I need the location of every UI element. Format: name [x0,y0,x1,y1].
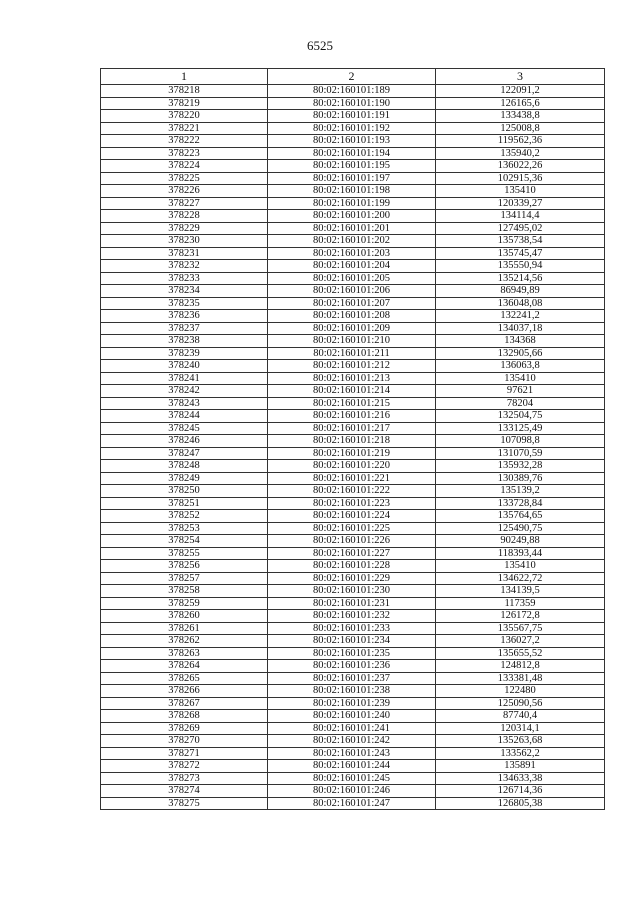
cadastral-number-cell: 80:02:160101:197 [268,172,436,185]
record-number-cell: 378264 [101,660,268,673]
table-row [101,672,605,685]
cadastral-number-cell: 80:02:160101:244 [268,760,436,773]
table-row [101,410,605,423]
table-row [101,435,605,448]
cadastral-number-cell: 80:02:160101:209 [268,322,436,335]
cadastral-number-cell: 80:02:160101:208 [268,310,436,323]
record-number-cell: 378224 [101,160,268,173]
column-header-1: 1 [101,69,268,85]
record-number-cell: 378271 [101,747,268,760]
cadastral-number-cell: 80:02:160101:242 [268,735,436,748]
cadastral-number-cell: 80:02:160101:213 [268,372,436,385]
cadastral-number-cell: 80:02:160101:199 [268,197,436,210]
cadastral-number-cell: 80:02:160101:245 [268,772,436,785]
record-number-cell: 378258 [101,585,268,598]
cadastral-number-cell: 80:02:160101:218 [268,435,436,448]
table-row [101,735,605,748]
record-number-cell: 378273 [101,772,268,785]
record-number-cell: 378266 [101,685,268,698]
value-cell: 125490,75 [436,522,605,535]
value-cell: 133562,2 [436,747,605,760]
cadastral-number-cell: 80:02:160101:235 [268,647,436,660]
record-number-cell: 378270 [101,735,268,748]
record-number-cell: 378254 [101,535,268,548]
cadastral-number-cell: 80:02:160101:232 [268,610,436,623]
record-number-cell: 378225 [101,172,268,185]
table-row [101,647,605,660]
value-cell: 97621 [436,385,605,398]
value-cell: 126172,8 [436,610,605,623]
record-number-cell: 378244 [101,410,268,423]
table-row [101,135,605,148]
table-row [101,510,605,523]
cadastral-number-cell: 80:02:160101:240 [268,710,436,723]
record-number-cell: 378249 [101,472,268,485]
record-number-cell: 378275 [101,797,268,810]
header-row [101,69,605,85]
cadastral-number-cell: 80:02:160101:230 [268,585,436,598]
value-cell: 131070,59 [436,447,605,460]
cadastral-number-cell: 80:02:160101:228 [268,560,436,573]
value-cell: 135655,52 [436,647,605,660]
cadastral-number-cell: 80:02:160101:243 [268,747,436,760]
value-cell: 136063,8 [436,360,605,373]
record-number-cell: 378222 [101,135,268,148]
table-row [101,360,605,373]
value-cell: 136027,2 [436,635,605,648]
value-cell: 136022,26 [436,160,605,173]
record-number-cell: 378260 [101,610,268,623]
value-cell: 134114,4 [436,210,605,223]
cadastral-number-cell: 80:02:160101:200 [268,210,436,223]
value-cell: 125090,56 [436,697,605,710]
table-row [101,572,605,585]
table-row [101,460,605,473]
cadastral-number-cell: 80:02:160101:221 [268,472,436,485]
table-row [101,372,605,385]
table-row [101,472,605,485]
table-row [101,222,605,235]
record-number-cell: 378220 [101,110,268,123]
table-row [101,447,605,460]
value-cell: 134368 [436,335,605,348]
record-number-cell: 378261 [101,622,268,635]
record-number-cell: 378274 [101,785,268,798]
table-row [101,772,605,785]
value-cell: 130389,76 [436,472,605,485]
value-cell: 132905,66 [436,347,605,360]
value-cell: 134139,5 [436,585,605,598]
value-cell: 87740,4 [436,710,605,723]
table-row [101,297,605,310]
record-number-cell: 378257 [101,572,268,585]
value-cell: 127495,02 [436,222,605,235]
cadastral-number-cell: 80:02:160101:189 [268,85,436,98]
table-header [101,69,605,85]
table-row [101,235,605,248]
record-number-cell: 378238 [101,335,268,348]
value-cell: 107098,8 [436,435,605,448]
cadastral-number-cell: 80:02:160101:219 [268,447,436,460]
cadastral-number-cell: 80:02:160101:241 [268,722,436,735]
value-cell: 135214,56 [436,272,605,285]
column-header-2: 2 [268,69,436,85]
table-row [101,210,605,223]
value-cell: 120339,27 [436,197,605,210]
cadastral-number-cell: 80:02:160101:211 [268,347,436,360]
table-row [101,560,605,573]
record-number-cell: 378218 [101,85,268,98]
record-number-cell: 378241 [101,372,268,385]
cadastral-number-cell: 80:02:160101:212 [268,360,436,373]
value-cell: 133125,49 [436,422,605,435]
value-cell: 134622,72 [436,572,605,585]
record-number-cell: 378240 [101,360,268,373]
record-number-cell: 378228 [101,210,268,223]
table-body [101,85,605,810]
table-row [101,597,605,610]
table-row [101,172,605,185]
cadastral-number-cell: 80:02:160101:222 [268,485,436,498]
record-number-cell: 378245 [101,422,268,435]
record-number-cell: 378239 [101,347,268,360]
value-cell: 124812,8 [436,660,605,673]
cadastral-number-cell: 80:02:160101:223 [268,497,436,510]
table-row [101,710,605,723]
value-cell: 135410 [436,185,605,198]
record-number-cell: 378250 [101,485,268,498]
value-cell: 135139,2 [436,485,605,498]
value-cell: 135263,68 [436,735,605,748]
cadastral-number-cell: 80:02:160101:214 [268,385,436,398]
value-cell: 135410 [436,560,605,573]
record-number-cell: 378246 [101,435,268,448]
value-cell: 102915,36 [436,172,605,185]
table-row [101,785,605,798]
record-number-cell: 378243 [101,397,268,410]
record-number-cell: 378232 [101,260,268,273]
value-cell: 135891 [436,760,605,773]
table-row [101,285,605,298]
value-cell: 126165,6 [436,97,605,110]
cadastral-number-cell: 80:02:160101:231 [268,597,436,610]
value-cell: 126714,36 [436,785,605,798]
value-cell: 135550,94 [436,260,605,273]
table-row [101,522,605,535]
cadastral-number-cell: 80:02:160101:247 [268,797,436,810]
record-number-cell: 378253 [101,522,268,535]
record-number-cell: 378263 [101,647,268,660]
value-cell: 122480 [436,685,605,698]
cadastral-number-cell: 80:02:160101:234 [268,635,436,648]
value-cell: 135940,2 [436,147,605,160]
table-row [101,585,605,598]
value-cell: 136048,08 [436,297,605,310]
cadastral-number-cell: 80:02:160101:190 [268,97,436,110]
value-cell: 135745,47 [436,247,605,260]
cadastral-number-cell: 80:02:160101:236 [268,660,436,673]
cadastral-number-cell: 80:02:160101:237 [268,672,436,685]
cadastral-number-cell: 80:02:160101:220 [268,460,436,473]
cadastral-number-cell: 80:02:160101:246 [268,785,436,798]
cadastral-number-cell: 80:02:160101:195 [268,160,436,173]
table-row [101,347,605,360]
cadastral-number-cell: 80:02:160101:225 [268,522,436,535]
value-cell: 135410 [436,372,605,385]
cadastral-number-cell: 80:02:160101:201 [268,222,436,235]
table-row [101,97,605,110]
record-number-cell: 378234 [101,285,268,298]
table-row [101,485,605,498]
cadastral-number-cell: 80:02:160101:194 [268,147,436,160]
cadastral-number-cell: 80:02:160101:210 [268,335,436,348]
value-cell: 78204 [436,397,605,410]
table-row [101,760,605,773]
value-cell: 134037,18 [436,322,605,335]
value-cell: 122091,2 [436,85,605,98]
record-number-cell: 378219 [101,97,268,110]
value-cell: 135567,75 [436,622,605,635]
table-row [101,497,605,510]
value-cell: 86949,89 [436,285,605,298]
value-cell: 117359 [436,597,605,610]
table-row [101,660,605,673]
record-number-cell: 378248 [101,460,268,473]
table-row [101,247,605,260]
value-cell: 133438,8 [436,110,605,123]
record-number-cell: 378226 [101,185,268,198]
table-row [101,685,605,698]
table-row [101,322,605,335]
table-row [101,385,605,398]
table-row [101,547,605,560]
column-header-3: 3 [436,69,605,85]
record-number-cell: 378255 [101,547,268,560]
value-cell: 133728,84 [436,497,605,510]
record-number-cell: 378251 [101,497,268,510]
value-cell: 135738,54 [436,235,605,248]
value-cell: 135932,28 [436,460,605,473]
record-number-cell: 378221 [101,122,268,135]
cadastral-number-cell: 80:02:160101:227 [268,547,436,560]
value-cell: 133381,48 [436,672,605,685]
table-row [101,310,605,323]
cadastral-number-cell: 80:02:160101:193 [268,135,436,148]
cadastral-number-cell: 80:02:160101:198 [268,185,436,198]
cadastral-number-cell: 80:02:160101:204 [268,260,436,273]
cadastral-number-cell: 80:02:160101:216 [268,410,436,423]
table-row [101,622,605,635]
record-number-cell: 378256 [101,560,268,573]
record-number-cell: 378242 [101,385,268,398]
record-number-cell: 378233 [101,272,268,285]
table-row [101,635,605,648]
table-row [101,260,605,273]
table-row [101,422,605,435]
value-cell: 118393,44 [436,547,605,560]
record-number-cell: 378265 [101,672,268,685]
table-row [101,197,605,210]
value-cell: 132504,75 [436,410,605,423]
cadastral-number-cell: 80:02:160101:239 [268,697,436,710]
table-row [101,85,605,98]
table-row [101,110,605,123]
table-row [101,722,605,735]
record-number-cell: 378247 [101,447,268,460]
cadastral-number-cell: 80:02:160101:217 [268,422,436,435]
table-row [101,397,605,410]
cadastral-number-cell: 80:02:160101:205 [268,272,436,285]
value-cell: 126805,38 [436,797,605,810]
record-number-cell: 378235 [101,297,268,310]
page-number: 6525 [307,38,333,53]
table-row [101,122,605,135]
table-row [101,797,605,810]
record-number-cell: 378227 [101,197,268,210]
table-row [101,697,605,710]
record-number-cell: 378237 [101,322,268,335]
record-number-cell: 378223 [101,147,268,160]
record-number-cell: 378229 [101,222,268,235]
cadastral-number-cell: 80:02:160101:233 [268,622,436,635]
value-cell: 119562,36 [436,135,605,148]
table-row [101,610,605,623]
table-row [101,272,605,285]
record-number-cell: 378269 [101,722,268,735]
table-row [101,335,605,348]
record-number-cell: 378259 [101,597,268,610]
record-number-cell: 378268 [101,710,268,723]
value-cell: 120314,1 [436,722,605,735]
cadastral-number-cell: 80:02:160101:226 [268,535,436,548]
cadastral-number-cell: 80:02:160101:229 [268,572,436,585]
value-cell: 135764,65 [436,510,605,523]
record-number-cell: 378262 [101,635,268,648]
record-number-cell: 378267 [101,697,268,710]
cadastral-number-cell: 80:02:160101:206 [268,285,436,298]
record-number-cell: 378272 [101,760,268,773]
record-number-cell: 378231 [101,247,268,260]
record-number-cell: 378236 [101,310,268,323]
table-row [101,535,605,548]
table-row [101,185,605,198]
cadastral-number-cell: 80:02:160101:207 [268,297,436,310]
cadastral-number-cell: 80:02:160101:191 [268,110,436,123]
table-row [101,747,605,760]
data-table [100,68,605,810]
cadastral-number-cell: 80:02:160101:203 [268,247,436,260]
table-row [101,147,605,160]
cadastral-number-cell: 80:02:160101:224 [268,510,436,523]
cadastral-number-cell: 80:02:160101:192 [268,122,436,135]
cadastral-number-cell: 80:02:160101:238 [268,685,436,698]
record-number-cell: 378252 [101,510,268,523]
value-cell: 132241,2 [436,310,605,323]
value-cell: 90249,88 [436,535,605,548]
record-number-cell: 378230 [101,235,268,248]
cadastral-number-cell: 80:02:160101:215 [268,397,436,410]
cadastral-number-cell: 80:02:160101:202 [268,235,436,248]
value-cell: 125008,8 [436,122,605,135]
table-row [101,160,605,173]
value-cell: 134633,38 [436,772,605,785]
